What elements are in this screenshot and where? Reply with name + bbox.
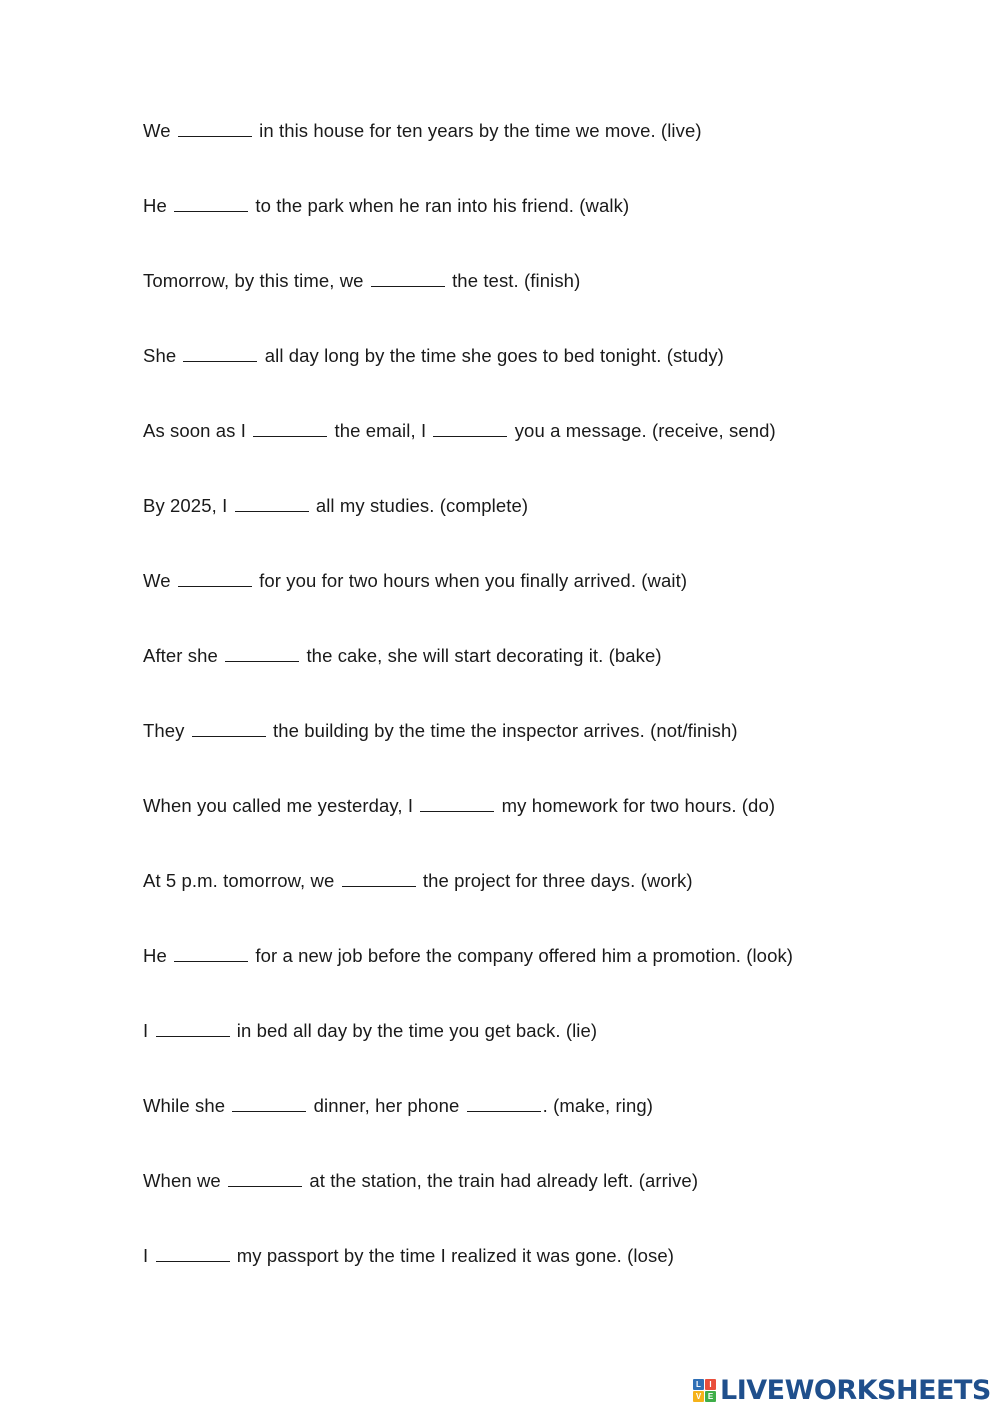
sentence-text-before: Tomorrow, by this time, we (143, 270, 364, 291)
sentence-text-before: While she (143, 1095, 226, 1116)
sentence-text-before: When you called me yesterday, I (143, 795, 414, 816)
sentence-text-before: As soon as I (143, 420, 247, 441)
answer-blank[interactable] (235, 493, 309, 512)
sentence-16 (143, 1243, 963, 1318)
sentence-2 (143, 193, 963, 268)
sentence-text-after: my passport by the time I realized it was gone. (lose) (236, 1245, 674, 1266)
sentence-6 (143, 493, 963, 568)
sentence-text-before: By 2025, I (143, 495, 228, 516)
sentence-1 (143, 118, 963, 193)
sentence-13 (143, 1018, 963, 1093)
sentence-text-middle: dinner, her phone (313, 1095, 460, 1116)
sentence-text-before: We (143, 120, 171, 141)
sentence-14 (143, 1093, 963, 1168)
logo-mark-tile: I (705, 1379, 716, 1390)
sentence-10 (143, 793, 963, 868)
sentence-5 (143, 418, 963, 493)
sentence-text-after: in bed all day by the time you get back. (lie) (236, 1020, 598, 1041)
sentence-4 (143, 343, 963, 418)
answer-blank[interactable] (232, 1093, 306, 1112)
answer-blank[interactable] (420, 793, 494, 812)
answer-blank[interactable] (178, 118, 252, 137)
sentence-text-before: At 5 p.m. tomorrow, we (143, 870, 335, 891)
answer-blank[interactable] (156, 1018, 230, 1037)
liveworksheets-logo-icon (693, 1379, 716, 1402)
sentence-text-after: all day long by the time she goes to bed tonight. (study) (264, 345, 724, 366)
logo-mark-tile: V (693, 1391, 704, 1402)
answer-blank[interactable] (156, 1243, 230, 1262)
sentence-text-after: you a message. (receive, send) (514, 420, 776, 441)
answer-blank[interactable] (225, 643, 299, 662)
sentence-text-before: They (143, 720, 185, 741)
sentence-text-after: . (make, ring) (542, 1095, 653, 1116)
logo-mark-tile: L (693, 1379, 704, 1390)
sentence-text-middle: the email, I (334, 420, 427, 441)
sentence-text-after: for a new job before the company offered him a promotion. (look) (255, 945, 794, 966)
answer-blank[interactable] (467, 1093, 541, 1112)
answer-blank[interactable] (433, 418, 507, 437)
sentence-text-after: the cake, she will start decorating it. (bake) (306, 645, 662, 666)
answer-blank[interactable] (192, 718, 266, 737)
answer-blank[interactable] (183, 343, 257, 362)
sentence-8 (143, 643, 963, 718)
sentence-12 (143, 943, 963, 1018)
logo-wordmark: LIVEWORKSHEETS (720, 1374, 991, 1406)
sentence-text-after: my homework for two hours. (do) (501, 795, 776, 816)
logo-mark-tile: E (705, 1391, 716, 1402)
sentence-text-after: the building by the time the inspector arrives. (not/finish) (273, 720, 738, 741)
sentence-text-before: We (143, 570, 171, 591)
sentence-9 (143, 718, 963, 793)
answer-blank[interactable] (178, 568, 252, 587)
sentence-text-after: all my studies. (complete) (315, 495, 529, 516)
sentence-text-before: He (143, 945, 167, 966)
sentence-text-after: at the station, the train had already left. (arrive) (309, 1170, 699, 1191)
sentence-text-after: in this house for ten years by the time we move. (live) (259, 120, 702, 141)
answer-blank[interactable] (174, 943, 248, 962)
sentence-text-after: the test. (finish) (452, 270, 581, 291)
answer-blank[interactable] (253, 418, 327, 437)
answer-blank[interactable] (371, 268, 445, 287)
sentence-text-after: the project for three days. (work) (422, 870, 693, 891)
answer-blank[interactable] (228, 1168, 302, 1187)
sentence-7 (143, 568, 963, 643)
sentence-11 (143, 868, 963, 943)
liveworksheets-logo (693, 1374, 991, 1406)
sentence-text-before: He (143, 195, 167, 216)
worksheet-exercise-list (143, 118, 963, 1318)
sentence-3 (143, 268, 963, 343)
sentence-text-before: After she (143, 645, 218, 666)
sentence-text-before: I (143, 1020, 149, 1041)
sentence-text-after: to the park when he ran into his friend. (walk) (255, 195, 630, 216)
sentence-text-before: I (143, 1245, 149, 1266)
sentence-text-before: When we (143, 1170, 221, 1191)
sentence-text-before: She (143, 345, 177, 366)
sentence-15 (143, 1168, 963, 1243)
sentence-text-after: for you for two hours when you finally arrived. (wait) (259, 570, 688, 591)
answer-blank[interactable] (342, 868, 416, 887)
answer-blank[interactable] (174, 193, 248, 212)
